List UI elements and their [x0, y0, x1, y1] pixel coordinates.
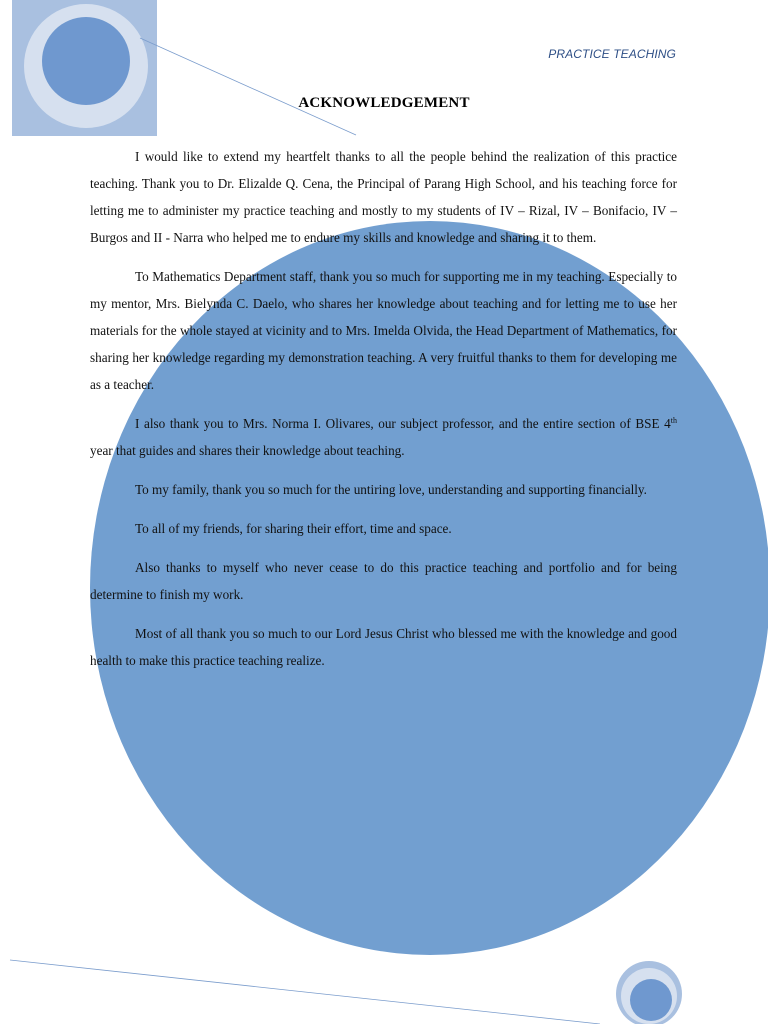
paragraph-6: Also thanks to myself who never cease to do this practice teaching and portfolio and for being determine to finish my work. [90, 560, 677, 602]
paragraph-1: I would like to extend my heartfelt thanks to all the people behind the realization of this practice teaching. Thank you to Dr. Elizalde Q. Cena, the Principal of Parang High School, and his teaching force for letting me to administer my practice teaching and mostly to my students of IV – Rizal, IV – Bonifacio, IV – Burgos and II - Narra who helped me to endure my skills and knowledge and sharing it to them. [90, 149, 677, 245]
ordinal-superscript: th [670, 416, 677, 425]
paragraph-2: To Mathematics Department staff, thank you so much for supporting me in my teaching. Especially to my mentor, Mrs. Bielynda C. Daelo, who shares her knowledge about teaching and for letting me to use her materials for the whole stayed at vicinity and to Mrs. Imelda Olvida, the Head Department of Mathematics, for sharing her knowledge regarding my demonstration teaching. A very fruitful thanks to them for developing me as a teacher. [90, 269, 677, 392]
bottom-diagonal-line [10, 960, 600, 1024]
paragraph-5: To all of my friends, for sharing their effort, time and space. [135, 521, 452, 536]
running-header: PRACTICE TEACHING [548, 47, 676, 61]
paragraph-7: Most of all thank you so much to our Lord Jesus Christ who blessed me with the knowledge and good health to make this practice teaching realize. [90, 626, 677, 668]
top-diagonal-line [140, 38, 356, 135]
top-left-circle-decoration [12, 0, 157, 136]
paragraph-3 [90, 410, 677, 464]
acknowledgement-body [90, 143, 677, 686]
paragraph-3-end: year that guides and shares their knowledge about teaching. [90, 443, 405, 458]
paragraph-4: To my family, thank you so much for the untiring love, understanding and supporting financially. [135, 482, 647, 497]
bottom-right-circle-decoration [616, 961, 682, 1024]
paragraph-3-start: I also thank you to Mrs. Norma I. Olivares, our subject professor, and the entire section of BSE 4 [135, 416, 671, 431]
page-title: ACKNOWLEDGEMENT [298, 95, 470, 111]
